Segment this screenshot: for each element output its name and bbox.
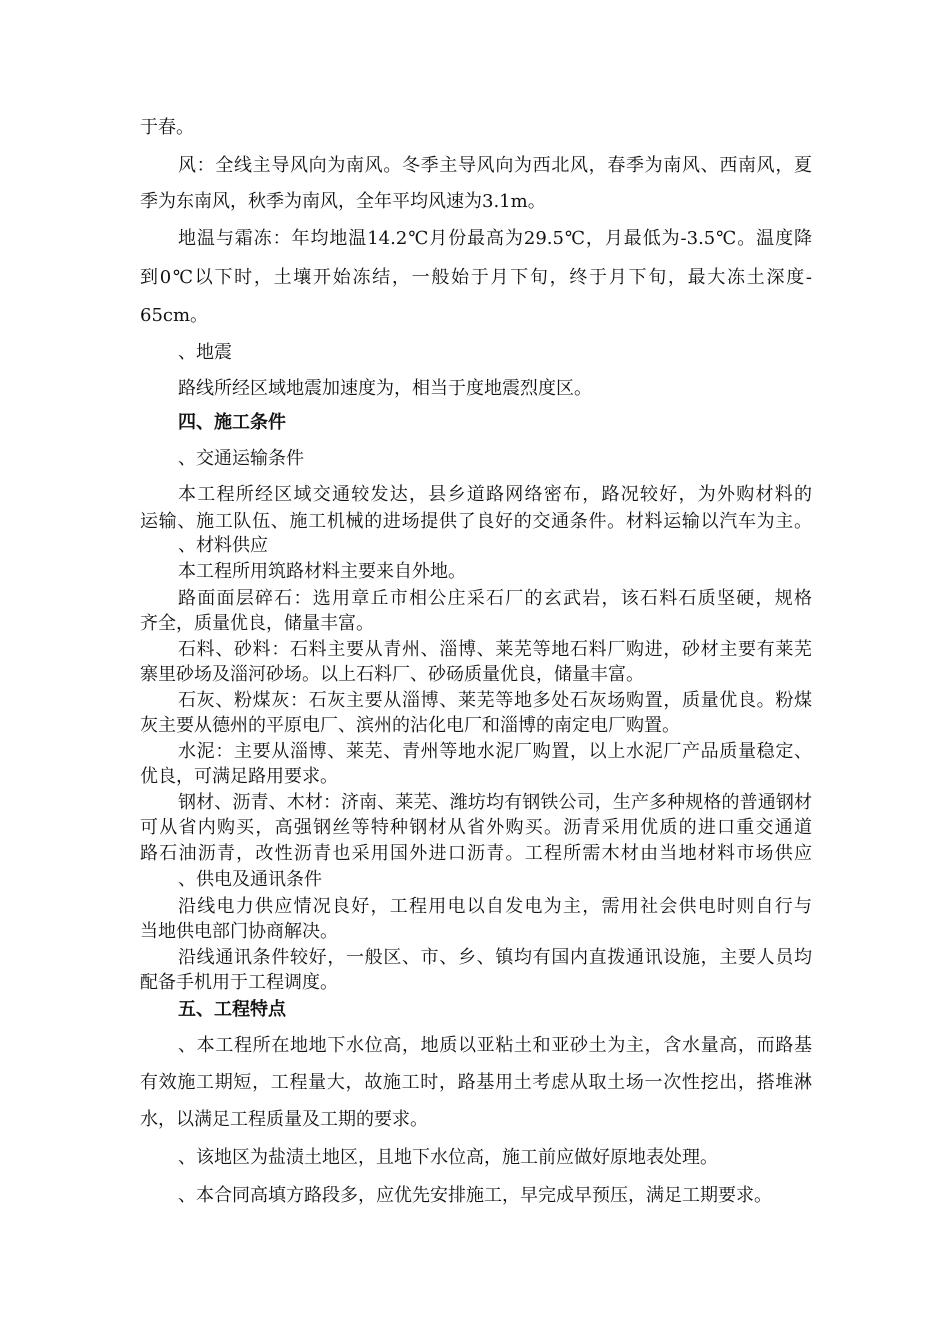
para-line: 齐全，质量优良，储量丰富。 bbox=[140, 613, 374, 634]
para-line: 地温与霜冻：年均地温14.2℃月份最高为29.5℃，月最低为-3.5℃。温度降 bbox=[178, 228, 812, 249]
para-line: 、该地区为盐渍土地区，且地下水位高，施工前应做好原地表处理。 bbox=[178, 1147, 718, 1168]
para-line: 沿线电力供应情况良好，工程用电以自发电为主，需用社会供电时则自行与 bbox=[178, 896, 812, 917]
para-line: 沿线通讯条件较好，一般区、市、乡、镇均有国内直拨通讯设施，主要人员均 bbox=[178, 947, 812, 968]
section-heading: 五、工程特点 bbox=[178, 999, 286, 1020]
para-line: 风：全线主导风向为南风。冬季主导风向为西北风，春季为南风、西南风，夏 bbox=[178, 155, 812, 176]
para-line: 钢材、沥青、木材：济南、莱芜、潍坊均有钢铁公司，生产多种规格的普通钢材 bbox=[178, 792, 812, 813]
section-subheading: 、交通运输条件 bbox=[178, 448, 304, 469]
para-line: 可从省内购买，高强钢丝等特种钢材从省外购买。沥青采用优质的进口重交通道 bbox=[140, 817, 812, 838]
para-line: 本工程所经区域交通较发达，县乡道路网络密布，路况较好，为外购材料的 bbox=[178, 484, 812, 505]
section-heading: 四、施工条件 bbox=[178, 412, 286, 433]
para-line: 优良，可满足路用要求。 bbox=[140, 766, 338, 787]
para-line: 有效施工期短，工程量大，故施工时，路基用土考虑从取土场一次性挖出，搭堆淋 bbox=[140, 1072, 812, 1093]
section-subheading: 、供电及通讯条件 bbox=[178, 869, 322, 890]
para-line: 运输、施工队伍、施工机械的进场提供了良好的交通条件。材料运输以汽车为主。 bbox=[140, 511, 812, 532]
para-line: 季为东南风，秋季为南风，全年平均风速为3.1m。 bbox=[140, 191, 546, 212]
para-line: 于春。 bbox=[140, 117, 194, 138]
para-line: 到0℃以下时，土壤开始冻结，一般始于月下旬，终于月下旬，最大冻土深度- bbox=[140, 267, 812, 288]
section-subheading: 、地震 bbox=[178, 342, 232, 363]
para-line: 、本合同高填方路段多，应优先安排施工，早完成早预压，满足工期要求。 bbox=[178, 1185, 772, 1206]
para-line: 石灰、粉煤灰：石灰主要从淄博、莱芜等地多处石灰场购置，质量优良。粉煤 bbox=[178, 690, 812, 711]
para-line: 、本工程所在地地下水位高，地质以亚粘土和亚砂土为主，含水量高，而路基 bbox=[178, 1035, 812, 1056]
para-line: 配备手机用于工程调度。 bbox=[140, 972, 338, 993]
para-line: 65cm。 bbox=[140, 305, 209, 326]
para-line: 水泥：主要从淄博、莱芜、青州等地水泥厂购置，以上水泥厂产品质量稳定、 bbox=[178, 741, 812, 762]
para-line: 灰主要从德州的平原电厂、滨州的沾化电厂和淄博的南定电厂购置。 bbox=[140, 715, 680, 736]
para-line: 路面面层碎石：选用章丘市相公庄采石厂的玄武岩，该石料石质坚硬，规格 bbox=[178, 588, 812, 609]
para-line: 寨里砂场及淄河砂场。以上石料厂、砂砀质量优良，储量丰富。 bbox=[140, 664, 644, 685]
para-line: 水，以满足工程质量及工期的要求。 bbox=[140, 1109, 428, 1130]
para-line: 路石油沥青，改性沥青也采用国外进口沥青。工程所需木材由当地材料市场供应 bbox=[140, 843, 812, 864]
para-line: 本工程所用筑路材料主要来自外地。 bbox=[178, 561, 466, 582]
section-subheading: 、材料供应 bbox=[178, 535, 268, 556]
para-line: 当地供电部门协商解决。 bbox=[140, 921, 338, 942]
para-line: 石料、砂料：石料主要从青州、淄博、莱芜等地石料厂购进，砂材主要有莱芜 bbox=[178, 639, 812, 660]
para-line: 路线所经区域地震加速度为，相当于度地震烈度区。 bbox=[178, 378, 592, 399]
